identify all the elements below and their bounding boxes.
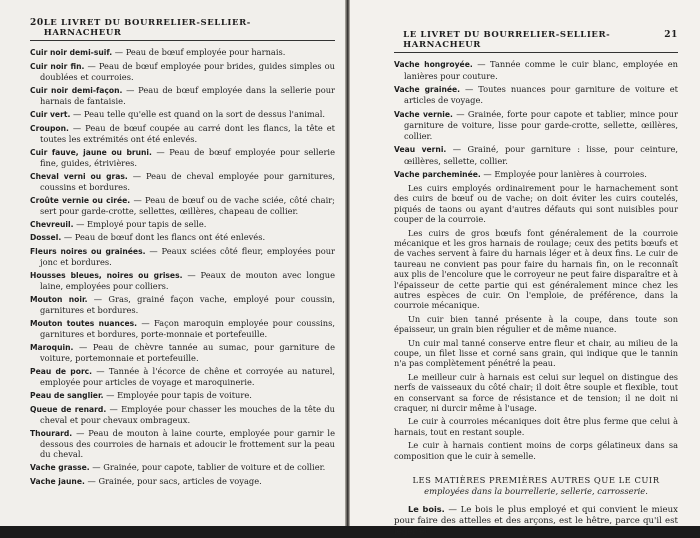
body-paragraph: Le cuir à harnais contient moins de corps gélatineux dans sa composition que le cuir à semelle.	[394, 440, 678, 461]
body-paragraph: Les cuirs employés ordinairement pour le harnachement sont des cuirs de bœuf ou de vache; on doit éviter les cuirs coutelés, piqués de taons ou ayant d'autres défauts qui sont nuisibles pour couper de la courroie.	[394, 182, 678, 225]
entry-term: Cuir noir demi-suif.	[30, 48, 113, 57]
entry-term: Croûte vernie ou cirée.	[30, 195, 131, 205]
lead-paragraph	[394, 504, 678, 538]
left-page-header	[30, 18, 335, 41]
glossary-entry	[30, 318, 335, 339]
entry-term: Peau de porc.	[30, 367, 93, 377]
lead-term: Le bois.	[408, 504, 445, 515]
entry-definition: — Peau de bœuf coupée au carré dont les flancs, la tête et toutes les extrémités ont été enlevés.	[40, 122, 335, 144]
glossary-entry	[30, 147, 335, 168]
glossary-entry	[30, 246, 335, 267]
body-paragraph: Le meilleur cuir à harnais est celui sur lequel on distingue des nerfs de vaisseaux du côté chair; il doit être souple et flexible, tout en conservant sa force de résistance et de tension; il ne doit ni craquer, ni durcir même à l'usage.	[394, 371, 678, 414]
right-body-text	[394, 183, 678, 461]
body-paragraph: Un cuir bien tanné présente à la coupe, dans toute son épaisseur, un grain bien régulier et de même nuance.	[394, 313, 678, 335]
entry-definition: — Peau de chèvre tannée au sumac, pour garniture de voiture, portemonnaie et portefeuille.	[40, 342, 335, 364]
entry-term: Vache jaune.	[30, 476, 85, 486]
body-paragraph: Les cuirs de gros bœufs font généralement de la courroie mécanique et les gros harnais de roulage; ceux des petits bœufs et de vaches servent à faire du harnais léger et à deux fins. Le cuir de taureau ne convient pas pour faire du harnais fin, on le reconnaît aux plis de l'encolure que le corroyeur ne peut faire disparaître et à l'épaisseur de cette partie qui est généralement mince chez les autres espèces de cuir. On l'emploie, de préférence, dans la courroie mécanique.	[394, 227, 678, 311]
entry-definition: — Employée pour lanières à courroies.	[480, 168, 647, 179]
glossary-entry	[30, 219, 335, 230]
glossary-entry	[30, 390, 335, 401]
glossary-entry	[30, 85, 335, 106]
glossary-entry	[30, 270, 335, 291]
entry-term: Thourard.	[30, 428, 73, 438]
entry-definition: — Gras, grainé façon vache, employé pour coussin, garnitures et bordures.	[40, 294, 335, 316]
right-page-header	[394, 30, 678, 53]
entry-definition: — Peau de bœuf employée pour sellerie fine, guides, étrivières.	[40, 146, 335, 168]
glossary-entry	[30, 462, 335, 473]
entry-definition: — Grainé, pour garniture : lisse, pour ceinture, œillères, sellette, collier.	[404, 143, 678, 166]
entry-definition: — Peau de bœuf ou de vache sciée, côté chair; sert pour garde-crotte, sellettes, œillères, chapeau de collier.	[40, 194, 335, 216]
entry-term: Queue de renard.	[30, 404, 107, 414]
entry-definition: — Grainée, pour capote, tablier de voiture et de collier.	[89, 462, 326, 473]
right-page	[350, 0, 700, 538]
entry-term: Maroquin.	[30, 343, 74, 353]
entry-definition: — Employée pour tapis de voiture.	[103, 390, 252, 401]
left-running-head: LE LIVRET DU BOURRELIER-SELLIER-HARNACHEUR	[43, 18, 251, 38]
entry-definition: — Employée pour chasser les mouches de la tête du cheval et pour chevaux ombrageux.	[40, 403, 335, 426]
glossary-entry	[394, 144, 678, 166]
section-subtitle: employées dans la bourrellerie, sellerie, carrosserie.	[424, 486, 648, 497]
glossary-entry	[30, 294, 335, 315]
left-page-number: 20	[30, 18, 44, 28]
glossary-entry	[30, 232, 335, 243]
entry-definition: — Façon maroquin employée pour coussins, garnitures et bordures, porte-monnaie et portefeuille.	[40, 318, 335, 340]
body-paragraph: Le cuir à courroies mécaniques doit être plus ferme que celui à harnais, tout en restant souple.	[394, 416, 678, 437]
glossary-entry	[30, 171, 335, 192]
entry-definition: — Tannée à l'écorce de chêne et corroyée au naturel, employée pour articles de voyage et maroquinerie.	[40, 366, 336, 388]
entry-definition: — Peau telle qu'elle est quand on la sort de dessus l'animal.	[70, 108, 326, 119]
entry-definition: — Peau de bœuf employée pour harnais.	[112, 47, 286, 57]
entry-definition: — Grainée, forte pour capote et tablier, mince pour garniture de voiture, lisse pour garde-crotte, sellette, œillères, collier.	[404, 108, 678, 141]
entry-definition: — Peau de bœuf employée dans la sellerie pour harnais de fantaisie.	[40, 84, 336, 106]
section-title: LES MATIÈRES PREMIÈRES AUTRES QUE LE CUIR	[412, 475, 660, 486]
entry-term: Vache vernie.	[394, 109, 453, 119]
entry-term: Housses bleues, noires ou grises.	[30, 271, 183, 281]
glossary-entry	[30, 47, 335, 58]
entry-definition: — Peau de bœuf dont les flancs ont été enlevés.	[61, 232, 266, 243]
entry-term: Cuir vert.	[30, 109, 71, 119]
entry-definition: — Peaux de mouton avec longue laine, employées pour colliers.	[40, 270, 335, 292]
entry-definition: — Peaux sciées côté fleur, employées pour jonc et bordures.	[40, 246, 336, 268]
entry-term: Peau de sanglier.	[30, 391, 104, 401]
right-page-number: 21	[664, 30, 678, 40]
entry-definition: — Peau de bœuf employée pour brides, guides simples ou doublées et courroies.	[40, 60, 335, 82]
entry-definition: — Toutes nuances pour garniture de voiture et articles de voyage.	[404, 83, 678, 106]
glossary-entry	[30, 476, 335, 487]
entry-definition: — Grainée, pour sacs, articles de voyage.	[84, 475, 262, 486]
entry-definition: — Tannée comme le cuir blanc, employée en lanières pour couture.	[404, 59, 678, 81]
right-running-head: LE LIVRET DU BOURRELIER-SELLIER-HARNACHEUR	[403, 30, 611, 50]
entry-term: Cuir noir demi-façon.	[30, 85, 123, 95]
entry-term: Cuir noir fin.	[30, 61, 85, 71]
entry-term: Vache hongroyée.	[394, 60, 473, 69]
glossary-entry	[30, 404, 335, 425]
entry-term: Dossel.	[30, 233, 62, 243]
entry-term: Mouton toutes nuances.	[30, 319, 138, 329]
entry-definition: — Employé pour tapis de selle.	[73, 218, 207, 229]
glossary-entry	[30, 428, 335, 460]
entry-term: Fleurs noires ou grainées.	[30, 247, 146, 257]
entry-term: Mouton noir.	[30, 295, 88, 305]
entry-term: Vache grainée.	[394, 84, 461, 94]
right-glossary	[394, 59, 678, 180]
entry-term: Vache parcheminée.	[394, 169, 481, 179]
entry-term: Cheval verni ou gras.	[30, 171, 128, 181]
entry-definition: — Peau de cheval employée pour garnitures, coussins et bordures.	[40, 170, 335, 192]
entry-term: Vache grasse.	[30, 463, 90, 473]
glossary-entry	[30, 61, 335, 82]
body-paragraph: Un cuir mal tanné conserve entre fleur et chair, au milieu de la coupe, un filet lisse et corné sans grain, qui indique que le tannin n'a pas complètement pénétré la peau.	[394, 337, 678, 369]
glossary-entry	[30, 123, 335, 144]
left-glossary	[30, 47, 335, 487]
glossary-entry	[394, 84, 678, 106]
entry-term: Cuir fauve, jaune ou bruni.	[30, 147, 152, 157]
entry-term: Croupon.	[30, 123, 69, 133]
left-page	[0, 0, 345, 526]
glossary-entry	[30, 366, 335, 387]
lead-text: — Le bois le plus employé et qui convient le mieux pour faire des attelles et des arçons, est le hêtre, parce qu'il est léger et	[394, 505, 678, 538]
entry-term: Chevreuil.	[30, 219, 74, 229]
entry-term: Veau verni.	[394, 144, 447, 154]
glossary-entry	[30, 342, 335, 363]
entry-definition: — Peau de mouton à laine courte, employée pour garnir le dessous des courroies de harnais et adoucir le frottement sur la peau du cheval.	[40, 427, 335, 460]
glossary-entry	[30, 195, 335, 216]
glossary-entry	[30, 109, 335, 120]
glossary-entry	[394, 59, 678, 81]
glossary-entry	[394, 109, 678, 142]
glossary-entry	[394, 169, 678, 181]
